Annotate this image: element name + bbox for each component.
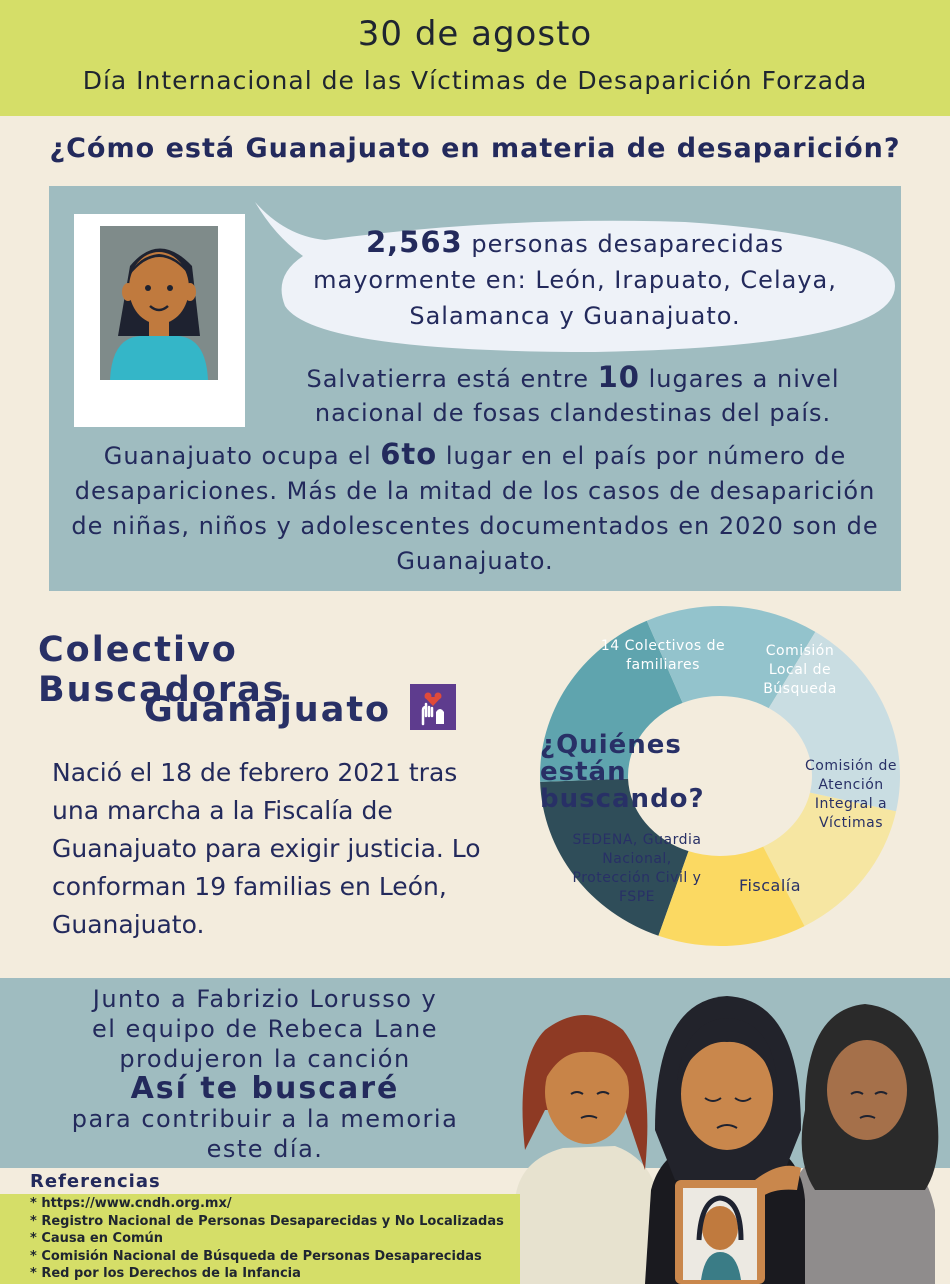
reference-item: * https://www.cndh.org.mx/ — [30, 1196, 232, 1211]
segment-label-fiscalia: Fiscalía — [738, 876, 802, 895]
segment-label-sedena: SEDENA, Guardia Nacional, Protección Civil y FSPE — [572, 832, 702, 905]
reference-item: * Red por los Derechos de la Infancia — [30, 1266, 301, 1281]
references-list — [30, 1195, 510, 1283]
segment-label-comision-local: Comisión Local de Búsqueda — [763, 643, 837, 697]
colectivo-title-line2: Guanajuato — [144, 690, 392, 730]
section-question: ¿Cómo está Guanajuato en materia de desaparición? — [49, 133, 901, 164]
references-heading: Referencias — [30, 1171, 161, 1192]
donut-center-label: ¿Quiénes están buscando? — [540, 730, 705, 814]
colectivo-description: Nació el 18 de febrero 2021 tras una marcha a la Fiscalía de Guanajuato para exigir justicia. Lo conforman 19 familias en León, Guanajuato. — [52, 758, 481, 939]
three-women-illustration — [505, 990, 950, 1284]
salvatierra-text: Salvatierra está entre 10 lugares a nivel nacional de fosas clandestinas del país. — [306, 360, 840, 427]
segment-label-colectivos: 14 Colectivos de familiares — [600, 638, 726, 673]
bubble-text: 2,563 personas desaparecidas mayormente en: León, Irapuato, Celaya, Salamanca y Guanajuato. — [313, 225, 837, 330]
header-banner — [0, 0, 950, 116]
disappeared-count: 2,563 — [365, 225, 463, 259]
colectivo-title: Colectivo Buscadoras — [38, 630, 286, 710]
reference-item: * Causa en Común — [30, 1231, 164, 1246]
event-subtitle: Día Internacional de las Víctimas de Desaparición Forzada — [82, 66, 868, 95]
portrait-illustration — [100, 226, 218, 380]
segment-label-comision-atencion: Comisión de Atención Integral a Víctimas — [805, 758, 897, 831]
guanajuato-ranking-text: Guanajuato ocupa el 6to lugar en el país por número de desapariciones. Más de la mitad de los casos de desaparición de niñas, niños y adolescentes documentados en 2020 son de Guanajuato. — [71, 437, 879, 575]
song-title: Así te buscaré — [130, 1071, 400, 1106]
hands-heart-logo-icon — [410, 684, 456, 730]
reference-item: * Registro Nacional de Personas Desaparecidas y No Localizadas — [30, 1213, 504, 1229]
reference-item: * Comisión Nacional de Búsqueda de Personas Desaparecidas — [30, 1248, 482, 1264]
date-title: 30 de agosto — [357, 14, 593, 54]
song-text: Junto a Fabrizio Lorusso y el equipo de Rebeca Lane produjeron la canción Así te buscaré para contribuir a la memoria este día. — [20, 984, 510, 1164]
